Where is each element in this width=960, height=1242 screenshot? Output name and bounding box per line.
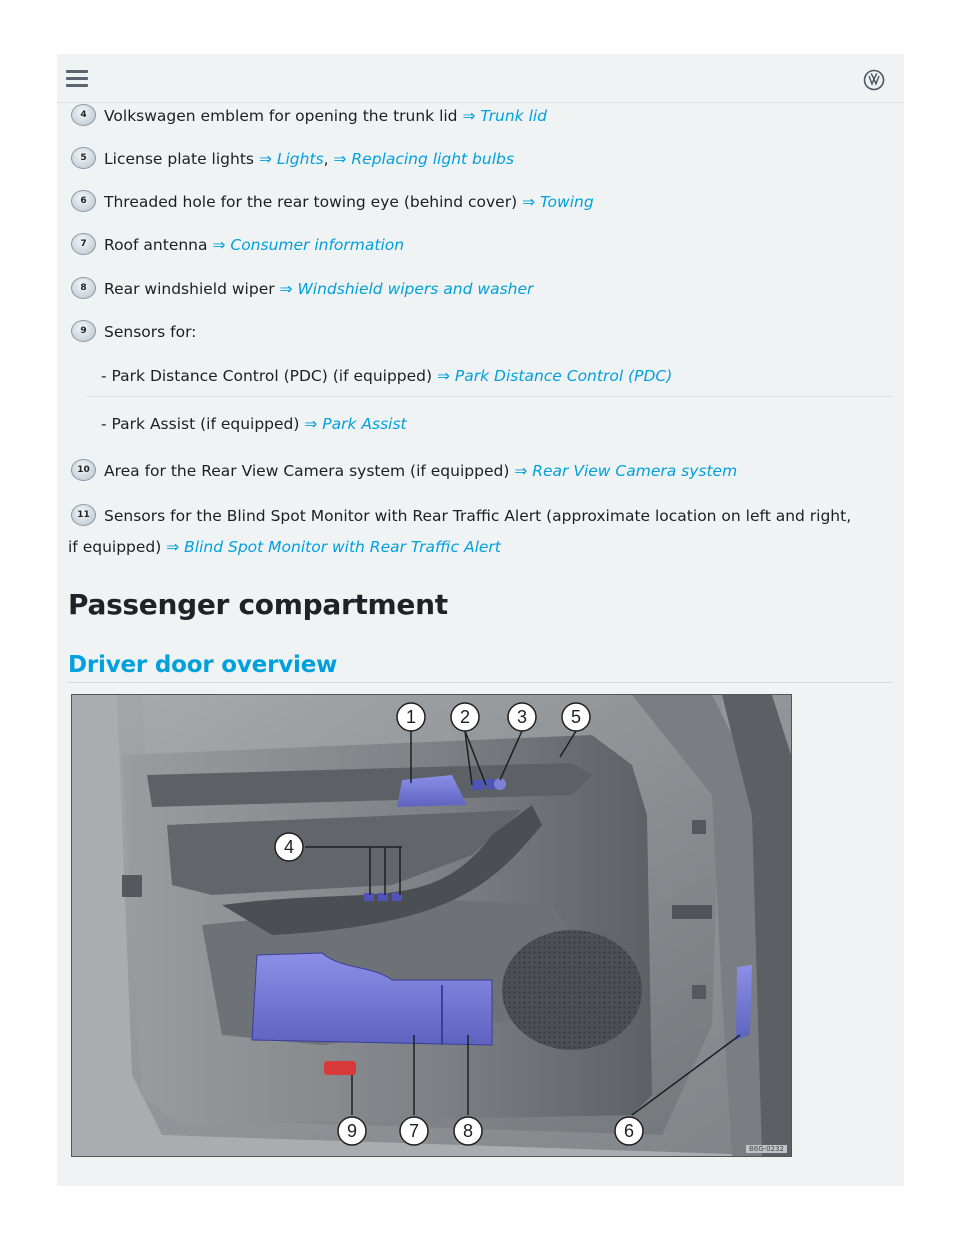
callout-number-badge: 9 — [71, 320, 96, 342]
svg-text:7: 7 — [408, 1121, 420, 1141]
svg-text:9: 9 — [346, 1121, 358, 1141]
list-item-continuation — [68, 537, 501, 557]
callout-number-badge: 8 — [71, 277, 96, 299]
callout-6 — [615, 1117, 643, 1145]
callout-2 — [451, 703, 479, 731]
svg-text:2: 2 — [459, 707, 471, 727]
subsection-title: Driver door overview — [68, 652, 338, 678]
sub-item-text: - Park Assist (if equipped) — [101, 415, 300, 433]
callout-number-badge: 4 — [71, 104, 96, 126]
rear-view-camera-link[interactable]: ⇒ Rear View Camera system — [514, 462, 738, 480]
list-item — [71, 106, 547, 126]
svg-text:4: 4 — [283, 837, 295, 857]
callout-number-badge: 6 — [71, 190, 96, 212]
park-assist-link[interactable]: ⇒ Park Assist — [304, 415, 407, 433]
item-text: Volkswagen emblem for opening the trunk lid — [104, 107, 458, 125]
callout-1 — [397, 703, 425, 731]
lights-link[interactable]: ⇒ Lights — [258, 150, 324, 168]
driver-door-illustration — [71, 694, 792, 1157]
callout-number-badge: 5 — [71, 147, 96, 169]
link-separator: , — [323, 150, 329, 168]
list-item — [71, 235, 404, 255]
top-bar — [57, 54, 904, 103]
vw-logo-icon[interactable] — [863, 69, 885, 91]
blind-spot-monitor-link[interactable]: ⇒ Blind Spot Monitor with Rear Traffic Alert — [166, 538, 501, 556]
callout-number-badge: 7 — [71, 233, 96, 255]
sub-list-item — [101, 366, 672, 386]
callout-number-badge: 10 — [71, 459, 96, 481]
callout-9 — [338, 1117, 366, 1145]
divider — [87, 396, 892, 397]
callout-3 — [508, 703, 536, 731]
trunk-lid-link[interactable]: ⇒ Trunk lid — [462, 107, 548, 125]
figure-code: B6G-0232 — [746, 1145, 787, 1153]
consumer-information-link[interactable]: ⇒ Consumer information — [212, 236, 405, 254]
item-text-continued: if equipped) — [68, 538, 162, 556]
item-text: Sensors for the Blind Spot Monitor with Rear Traffic Alert (approximate location on left and right, — [104, 507, 852, 525]
list-item — [71, 279, 533, 299]
item-text: License plate lights — [104, 150, 254, 168]
sub-list-item — [101, 414, 407, 434]
list-item — [71, 149, 514, 169]
callout-5 — [562, 703, 590, 731]
callout-number-badge: 11 — [71, 504, 96, 526]
svg-text:8: 8 — [462, 1121, 474, 1141]
item-text: Area for the Rear View Camera system (if equipped) — [104, 462, 510, 480]
svg-text:6: 6 — [623, 1121, 635, 1141]
heading-rule — [68, 682, 892, 683]
replacing-light-bulbs-link[interactable]: ⇒ Replacing light bulbs — [333, 150, 514, 168]
list-item — [71, 506, 851, 526]
windshield-wipers-link[interactable]: ⇒ Windshield wipers and washer — [279, 280, 534, 298]
svg-text:1: 1 — [405, 707, 417, 727]
svg-text:3: 3 — [516, 707, 528, 727]
hamburger-menu-icon[interactable] — [66, 70, 88, 88]
item-text: Threaded hole for the rear towing eye (behind cover) — [104, 193, 518, 211]
sub-item-text: - Park Distance Control (PDC) (if equipped) — [101, 367, 433, 385]
callout-7 — [400, 1117, 428, 1145]
item-text: Roof antenna — [104, 236, 208, 254]
section-title: Passenger compartment — [68, 588, 448, 621]
list-item — [71, 192, 594, 212]
item-text: Rear windshield wiper — [104, 280, 275, 298]
pdc-link[interactable]: ⇒ Park Distance Control (PDC) — [437, 367, 673, 385]
item-text: Sensors for: — [104, 323, 197, 341]
callout-4 — [275, 833, 303, 861]
towing-link[interactable]: ⇒ Towing — [522, 193, 594, 211]
list-item — [71, 322, 196, 342]
svg-text:5: 5 — [570, 707, 582, 727]
list-item — [71, 461, 737, 481]
callout-8 — [454, 1117, 482, 1145]
